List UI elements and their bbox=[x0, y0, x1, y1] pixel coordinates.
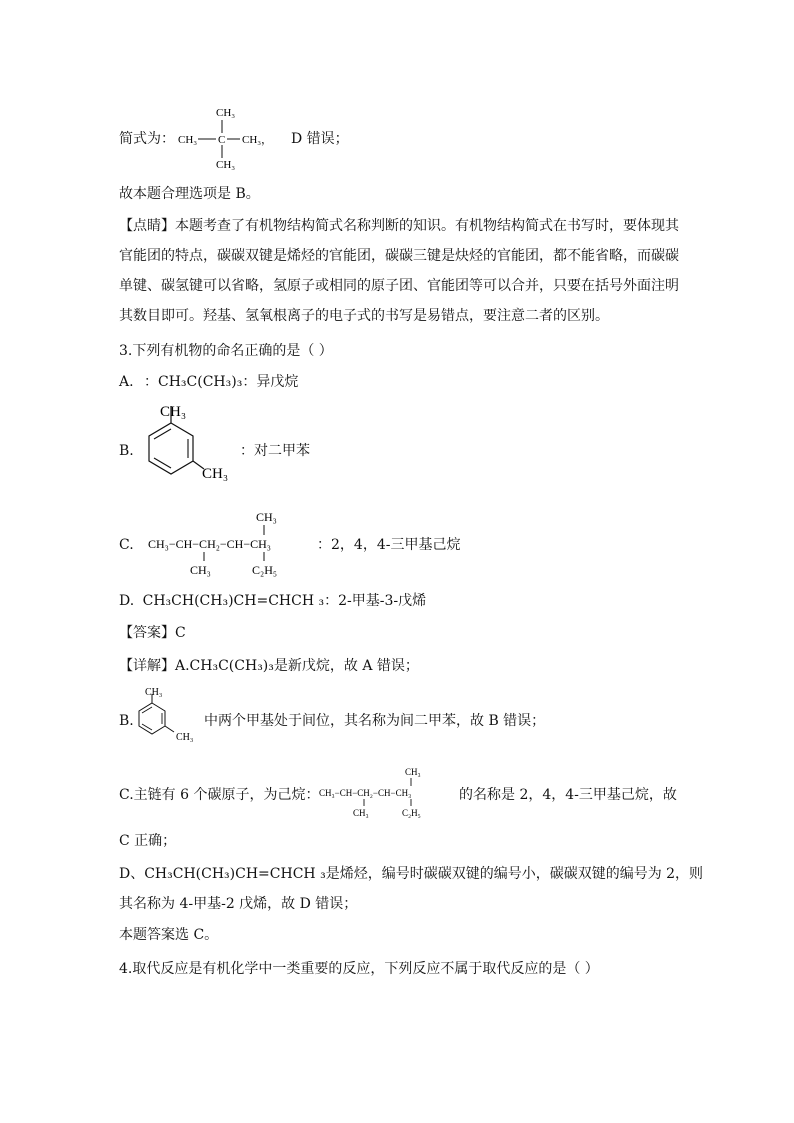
detail-d-line2: 其名称为 4-甲基-2 戊烯，故 D 错误； bbox=[119, 896, 358, 912]
neopentane-structure bbox=[176, 102, 291, 172]
q3-option-a bbox=[119, 372, 298, 392]
detail-b-label: B. bbox=[119, 713, 134, 729]
tip-line: 单键、碳氢键可以省略，氢原子或相同的原子团、官能团等可以合并，只要在括号外面注明 bbox=[119, 278, 679, 294]
struct-left-ch3: CH₃ bbox=[178, 134, 198, 146]
option-c-name: ：2，4，4-三甲基己烷 bbox=[317, 537, 461, 553]
detail-b-text: 中两个甲基处于间位，其名称为间二甲苯，故 B 错误； bbox=[204, 713, 546, 729]
detail-ring-ch3-top: CH₃ bbox=[145, 687, 163, 698]
detail-d-line1: D、CH₃CH(CH₃)CH=CHCH ₃是烯烃，编号时碳碳双键的编号小，碳碳双键的编号为 2，则 bbox=[119, 866, 704, 882]
q3-answer: 【答案】C bbox=[119, 625, 186, 641]
detail-c-below-c2h5: C₂H₅ bbox=[402, 808, 421, 818]
detail-c-text2: 的名称是 2，4，4-三甲基己烷，故 bbox=[459, 787, 677, 803]
detail-c-top-ch3: CH₃ bbox=[405, 767, 421, 777]
detail-c-below-ch3: CH₃ bbox=[353, 808, 369, 818]
q3-option-d bbox=[119, 591, 426, 611]
detail-c-text1: C.主链有 6 个碳原子，为己烷： bbox=[119, 787, 320, 803]
option-b-name: ：对二甲苯 bbox=[240, 443, 310, 459]
c-main-chain: CH₃−CH−CH₂−CH−CH₃ bbox=[148, 537, 271, 551]
detail-conclusion: 本题答案选 C。 bbox=[119, 927, 219, 943]
detail-b-ring-structure bbox=[134, 686, 206, 748]
detail-c-text3: C 正确； bbox=[119, 833, 177, 849]
ring-ch3-top: CH₃ bbox=[160, 404, 187, 420]
tip-line: 【点睛】本题考查了有机物结构简式名称判断的知识。有机物结构简式在书写时，要体现其 bbox=[119, 218, 679, 234]
detail-c-main-chain: CH₃−CH−CH₂−CH−CH₃ bbox=[319, 788, 412, 798]
detail-ring-ch3-right: CH₃ bbox=[176, 732, 194, 743]
tip-line: 官能团的特点，碳碳双键是烯烃的官能团，碳碳三键是炔烃的官能团，都不能省略，而碳碳 bbox=[119, 248, 679, 264]
option-b-ring-structure bbox=[140, 396, 240, 496]
ring-ch3-right: CH₃ bbox=[202, 466, 229, 482]
option-d-label: D. bbox=[119, 593, 135, 609]
q2-conclusion: 故本题合理选项是 B。 bbox=[119, 186, 260, 202]
detail-a: 【详解】A.CH₃C(CH₃)₃是新戊烷，故 A 错误； bbox=[119, 658, 419, 674]
option-d-text: CH₃CH(CH₃)CH=CHCH ₃：2-甲基-3-戊烯 bbox=[142, 593, 427, 609]
structure-prefix: 简式为： bbox=[119, 131, 175, 147]
struct-bottom-ch3: CH₃ bbox=[216, 159, 236, 171]
struct-right-ch3: CH₃， bbox=[242, 134, 273, 146]
option-c-label: C. bbox=[119, 537, 134, 553]
option-b-label: B. bbox=[119, 443, 134, 459]
structure-suffix: D 错误； bbox=[291, 131, 349, 147]
c-below-ch3: CH₃ bbox=[190, 563, 211, 577]
struct-center-c: C bbox=[218, 134, 226, 146]
struct-top-ch3: CH₃ bbox=[216, 107, 236, 119]
q4-stem: 4.取代反应是有机化学中一类重要的反应，下列反应不属于取代反应的是（ ） bbox=[119, 961, 599, 977]
detail-c-structure bbox=[319, 765, 459, 821]
tip-line: 其数目即可。羟基、氢氧根离子的电子式的书写是易错点，要注意二者的区别。 bbox=[119, 308, 609, 324]
c-below-c2h5: C₂H₅ bbox=[252, 563, 278, 577]
option-c-structure bbox=[148, 508, 323, 580]
option-a-text: ：CH₃C(CH₃)₃：异戊烷 bbox=[144, 374, 299, 390]
c-top-ch3: CH₃ bbox=[256, 510, 277, 524]
q3-stem: 3.下列有机物的命名正确的是（ ） bbox=[119, 343, 333, 359]
option-a-label: A. bbox=[119, 374, 134, 390]
